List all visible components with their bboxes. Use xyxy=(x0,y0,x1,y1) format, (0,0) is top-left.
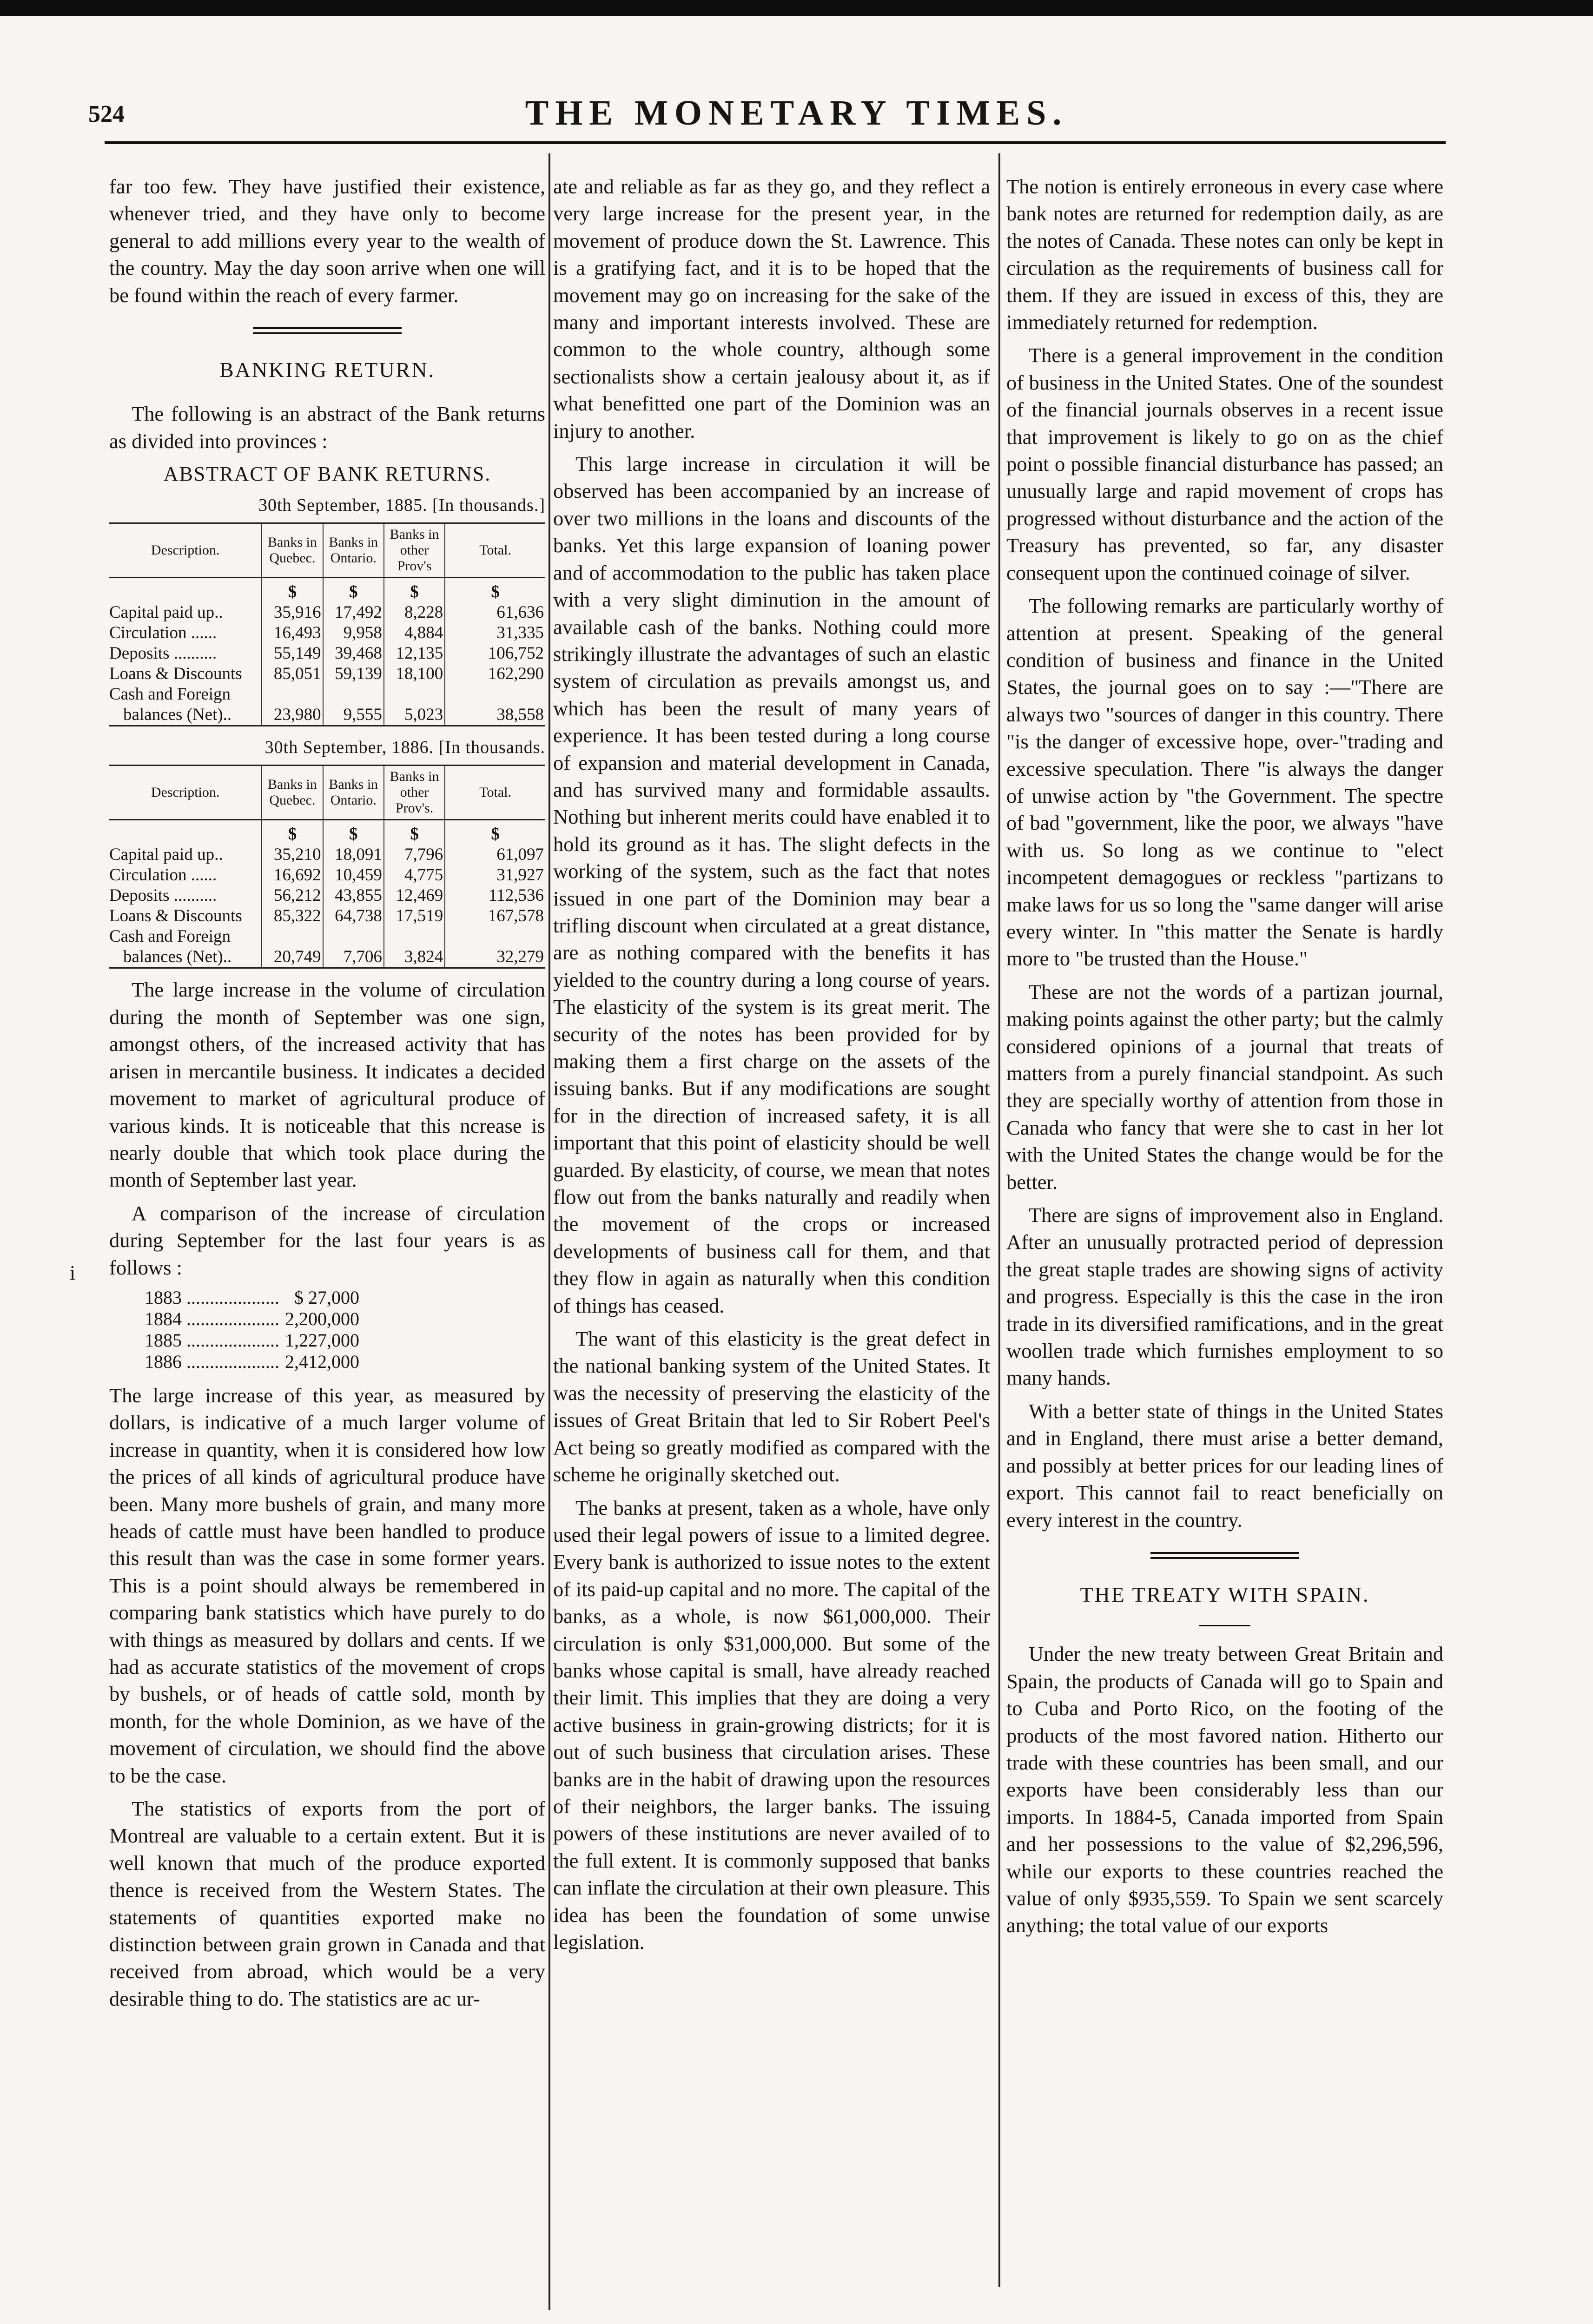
table-header: Total. xyxy=(445,523,545,578)
table-2-unit: [In thousands. xyxy=(438,738,545,758)
table-cell: 64,738 xyxy=(323,906,384,926)
paragraph: ate and reliable as far as they go, and they reflect a very large increase for the present year, in the movement of produce down the St. Lawrence. This is a gratifying fact, and it is to be hoped that the movement may go on increasing for the sake of the many and important interests involved. These are common to the whole country, although some sectionalists show a certain jealousy about it, as if what benefitted one part of the Dominion was an injury to another. xyxy=(553,175,990,442)
margin-mark: i xyxy=(70,1261,76,1284)
table-cell: Circulation ...... xyxy=(109,623,217,643)
table-row xyxy=(109,643,545,664)
section-divider xyxy=(253,327,402,334)
currency-sign: $ xyxy=(445,578,545,603)
currency-sign: $ xyxy=(323,578,384,603)
table-row xyxy=(109,602,545,623)
table-row xyxy=(109,623,545,643)
currency-sign: $ xyxy=(384,820,445,845)
table-row xyxy=(109,845,545,865)
paragraph: The following is an abstract of the Bank returns as divided into provinces : xyxy=(109,402,545,453)
table-header: Banks in Ontario. xyxy=(323,523,384,578)
currency-sign: $ xyxy=(384,578,445,603)
table-cell: 85,051 xyxy=(262,664,323,684)
table-cell: 55,149 xyxy=(262,643,323,664)
table-cell: 167,578 xyxy=(445,906,545,926)
paragraph: The large increase of this year, as measured by dollars, is indicative of a much larger volume of increase in quantity, when it is considered how low the prices of all kinds of agricultural produce have been. Many more bushels of grain, and many more heads of cattle must have been handled to produce this result than was the case in some former years. This is a point should always be remembered in comparing bank statistics which have purely to do with things as measured by dollars and cents. If we had as accurate statistics of the movement of crops by bushels, or of heads of cattle sold, month by month, for the whole Dominion, as we have of the movement of circulation, we should find the above to be the case. xyxy=(109,1383,545,1787)
table-row xyxy=(142,1330,362,1351)
table-cell: Loans & Discounts xyxy=(109,906,242,926)
table-cell: 5,023 xyxy=(384,705,445,726)
table-cell: 3,824 xyxy=(384,947,445,968)
year-label: 1886 .................... xyxy=(145,1351,279,1372)
table-cell: Cash and Foreign xyxy=(109,685,231,704)
table-row xyxy=(109,947,545,968)
table-cell: 39,468 xyxy=(323,643,384,664)
paragraph: far too few. They have justified their existence, whenever tried, and they have only to become general to add millions every year to the wealth of the country. May the day soon arrive when one will be found within the reach of every farmer. xyxy=(109,175,545,307)
table-cell: 8,228 xyxy=(384,602,445,623)
table-2-date: 30th September, 1886. xyxy=(264,738,434,758)
paragraph: The statistics of exports from the port of Montreal are valuable to a certain extent. But it is well known that much of the produce exported thence is received from the Western States. The statements of quantities exported make no distinction between grain grown in Canada and that received from abroad, which would be a very desirable thing to do. The statistics are ac ur- xyxy=(109,1797,545,2010)
paragraph: With a better state of things in the United States and in England, there must arise a better demand, and possibly at better prices for our leading lines of export. This cannot fail to react beneficially on every interest in the country. xyxy=(1006,1399,1443,1532)
table-cell: 61,636 xyxy=(445,602,545,623)
table-cell: 9,555 xyxy=(323,705,384,726)
table-cell: 18,100 xyxy=(384,664,445,684)
table-cell: 35,210 xyxy=(262,845,323,865)
table-cell: Circulation ...... xyxy=(109,865,217,885)
currency-sign: $ xyxy=(323,820,384,845)
paragraph: There is a general improvement in the condition of business in the United States. One of the soundest of the financial journals observes in a recent issue that improvement is likely to go on as the chief point o possible financial disturbance has passed; an unusually large and rapid movement of crops has progressed without disturbance and the action of the Treasury has prevented, so far, any disaster consequent upon the continued coinage of silver. xyxy=(1006,343,1443,584)
table-row xyxy=(109,664,545,684)
table-row xyxy=(142,1308,362,1330)
table-cell: balances (Net).. xyxy=(109,705,262,726)
table-header: Description. xyxy=(109,523,262,578)
page-top-edge xyxy=(0,0,1593,16)
currency-row xyxy=(109,578,545,603)
paragraph: Under the new treaty between Great Britain and Spain, the products of Canada will go to Spain and to Cuba and Porto Rico, on the footing of the products of the most favored nation. Hitherto our trade with these countries has been small, and our exports have been considerably less than our imports. In 1884-5, Canada imported from Spain and her possessions to the value of $2,296,596, while our exports to these countries reached the value of only $935,559. To Spain we sent scarcely anything; the total value of our exports xyxy=(1006,1642,1443,1937)
table-header: Banks in other Prov's. xyxy=(384,766,445,820)
table-cell: 4,775 xyxy=(384,865,445,885)
table-row xyxy=(142,1351,362,1373)
table-cell: 35,916 xyxy=(262,602,323,623)
table-header: Banks in other Prov's xyxy=(384,523,445,578)
table-cell: 59,139 xyxy=(323,664,384,684)
paragraph: The want of this elasticity is the great defect in the national banking system of the United States. It was the necessity of preserving the elasticity of the issues of Great Britain that led to Sir Robert Peel's Act being so greatly modified as compared with the scheme he originally sketched out. xyxy=(553,1327,990,1486)
table-cell: Cash and Foreign xyxy=(109,927,231,946)
table-cell: 32,279 xyxy=(445,947,545,968)
table-cell: 61,097 xyxy=(445,845,545,865)
year-value: 2,412,000 xyxy=(285,1351,359,1372)
table-cell: 85,322 xyxy=(262,906,323,926)
table-2-caption xyxy=(109,734,545,761)
table-cell: 23,980 xyxy=(262,705,323,726)
year-label: 1883 .................... xyxy=(145,1287,279,1308)
table-cell: 43,855 xyxy=(323,885,384,906)
section-divider xyxy=(1150,1552,1299,1559)
table-cell: Deposits .......... xyxy=(109,886,217,905)
table-cell: 17,492 xyxy=(323,602,384,623)
column-3 xyxy=(1006,173,1443,1945)
table-row xyxy=(109,865,545,885)
table-cell: 31,335 xyxy=(445,623,545,643)
bank-returns-table-1886 xyxy=(109,765,545,969)
table-cell: Loans & Discounts xyxy=(109,664,242,684)
table-cell: 162,290 xyxy=(445,664,545,684)
table-cell: 56,212 xyxy=(262,885,323,906)
paragraph: The large increase in the volume of circulation during the month of September was one sign, amongst others, of the increased activity that has arisen in mercantile business. It indicates a decided movement to market of agricultural produce of various kinds. It is noticeable that this ncrease is nearly double that which took place during the month of September last year. xyxy=(109,978,545,1192)
table-cell: 16,493 xyxy=(262,623,323,643)
column-divider-2 xyxy=(998,153,1000,2287)
paragraph: The notion is entirely erroneous in every case where bank notes are returned for redemption daily, as are the notes of Canada. These notes can only be kept in circulation as the requirements of business call for them. If they are issued in excess of this, they are immediately returned for redemption. xyxy=(1006,175,1443,334)
currency-sign: $ xyxy=(262,820,323,845)
table-cell: 10,459 xyxy=(323,865,384,885)
table-cell: 16,692 xyxy=(262,865,323,885)
heading-dash xyxy=(1199,1625,1250,1626)
table-heading: ABSTRACT OF BANK RETURNS. xyxy=(163,462,491,486)
masthead-title: THE MONETARY TIMES. xyxy=(525,93,1068,132)
section-heading-banking-return: BANKING RETURN. xyxy=(219,358,436,382)
table-1-date: 30th September, 1885. xyxy=(258,495,428,515)
table-cell: 9,958 xyxy=(323,623,384,643)
table-row xyxy=(109,705,545,726)
table-row xyxy=(109,926,545,947)
table-row xyxy=(109,906,545,926)
currency-row xyxy=(109,820,545,845)
year-label: 1885 .................... xyxy=(145,1329,279,1351)
masthead-rule xyxy=(105,141,1446,144)
table-cell: 17,519 xyxy=(384,906,445,926)
column-divider-1 xyxy=(549,153,550,2310)
table-cell: 7,796 xyxy=(384,845,445,865)
table-1-caption xyxy=(109,492,545,519)
column-2 xyxy=(553,173,990,1961)
table-cell: Capital paid up.. xyxy=(109,603,223,622)
circulation-increase-table xyxy=(142,1287,362,1373)
page-number: 524 xyxy=(88,101,125,127)
table-cell: 12,135 xyxy=(384,643,445,664)
table-cell: 4,884 xyxy=(384,623,445,643)
paragraph: These are not the words of a partizan journal, making points against the other party; but the calmly considered opinions of a journal that treats of matters from a purely financial standpoint. As such they are specially worthy of attention from those in Canada who fancy that were she to cast in her lot with the United States the change would be for the better. xyxy=(1006,980,1443,1194)
table-cell: 7,706 xyxy=(323,947,384,968)
table-row xyxy=(142,1287,362,1308)
table-header: Banks in Quebec. xyxy=(262,766,323,820)
year-value: $ 27,000 xyxy=(294,1287,359,1308)
section-heading-treaty-with-spain: THE TREATY WITH SPAIN. xyxy=(1080,1582,1370,1606)
year-value: 2,200,000 xyxy=(285,1308,359,1329)
table-cell: 31,927 xyxy=(445,865,545,885)
table-header: Banks in Quebec. xyxy=(262,523,323,578)
table-header: Total. xyxy=(445,766,545,820)
table-row xyxy=(109,885,545,906)
table-header: Banks in Ontario. xyxy=(323,766,384,820)
table-1-unit: [In thousands.] xyxy=(432,495,545,515)
table-cell: 106,752 xyxy=(445,643,545,664)
currency-sign: $ xyxy=(445,820,545,845)
paragraph: The following remarks are particularly worthy of attention at present. Speaking of the general condition of business and finance in the United States, the journal goes on to say :—"There are always two "sources of danger in this country. There "is the danger of excessive hope, over-"trading and excessive speculation. There "is always the danger of unwise action by "the Government. The spectre of bad "government, like the poor, we always "have with us. So long as we continue to "elect incompetent demagogues or reckless "partizans to make laws for us so long the "same danger will arise every winter. In "this matter the Senate is hardly more to "be trusted than the House." xyxy=(1006,594,1443,971)
table-row xyxy=(109,684,545,705)
paragraph: This large increase in circulation it will be observed has been accompanied by an increase of over two millions in the loans and discounts of the banks. Yet this large expansion of loaning power and of accommodation to the public has taken place with a very slight diminution in the amount of available cash of the banks. Nothing could more strikingly illustrate the advantages of such an elastic system of circulation as prevails amongst us, and which has been the result of many years of experience. It has been tested during a long course of expansion and material development in Canada, and has survived many and formidable assaults. Nothing but inherent merits could have enabled it to hold its ground as it has. The slight defects in the working of the system, such as the fact that notes issued in one part of the Dominion may bear a trifling discount when circulated at a great distance, are as nothing compared with the benefits it has yielded to the country during a long course of years. The elasticity of the system is its great merit. The security of the notes has been provided for by making them a first charge on the assets of the issuing banks. But if any modifications are sought for in the direction of increased safety, it is all important that this point of elasticity should be well guarded. By elasticity, of course, we mean that notes flow out from the banks naturally and readily when the movement of the crops or increased developments of business call for them, and that they flow in again as naturally when this condition of things has ceased. xyxy=(553,452,990,1317)
table-cell: 38,558 xyxy=(445,705,545,726)
table-header: Description. xyxy=(109,766,262,820)
year-label: 1884 .................... xyxy=(145,1308,279,1329)
table-cell: balances (Net).. xyxy=(109,947,262,968)
table-cell: 12,469 xyxy=(384,885,445,906)
paragraph: There are signs of improvement also in England. After an unusually protracted period of depression the great staple trades are showing signs of activity and progress. Especially is this the case in the iron trade in its diversified ramifications, and in the great woollen trade which furnishes employment to so many hands. xyxy=(1006,1203,1443,1390)
paragraph: A comparison of the increase of circulation during September for the last four years is as follows : xyxy=(109,1201,545,1279)
column-1 xyxy=(109,173,545,2018)
table-cell: Deposits .......... xyxy=(109,644,217,663)
table-cell: Capital paid up.. xyxy=(109,845,223,865)
table-cell: 20,749 xyxy=(262,947,323,968)
bank-returns-table-1885 xyxy=(109,522,545,726)
table-cell: 18,091 xyxy=(323,845,384,865)
paragraph: The banks at present, taken as a whole, have only used their legal powers of issue to a limited degree. Every bank is authorized to issue notes to the extent of its paid-up capital and no more. The capital of the banks, as a whole, is now $61,000,000. Their circulation is only $31,000,000. But some of the banks whose capital is small, have already reached their limit. This implies that they are doing a very active business in grain-growing districts; for it is out of such business that circulation arises. These banks are in the habit of drawing upon the resources of their neighbors, the larger banks. The issuing powers of these institutions are never availed of to the full extent. It is commonly supposed that banks can inflate the circulation at their own pleasure. This idea has been the foundation of some unwise legislation. xyxy=(553,1496,990,1954)
table-cell: 112,536 xyxy=(445,885,545,906)
year-value: 1,227,000 xyxy=(285,1329,359,1351)
currency-sign: $ xyxy=(262,578,323,603)
